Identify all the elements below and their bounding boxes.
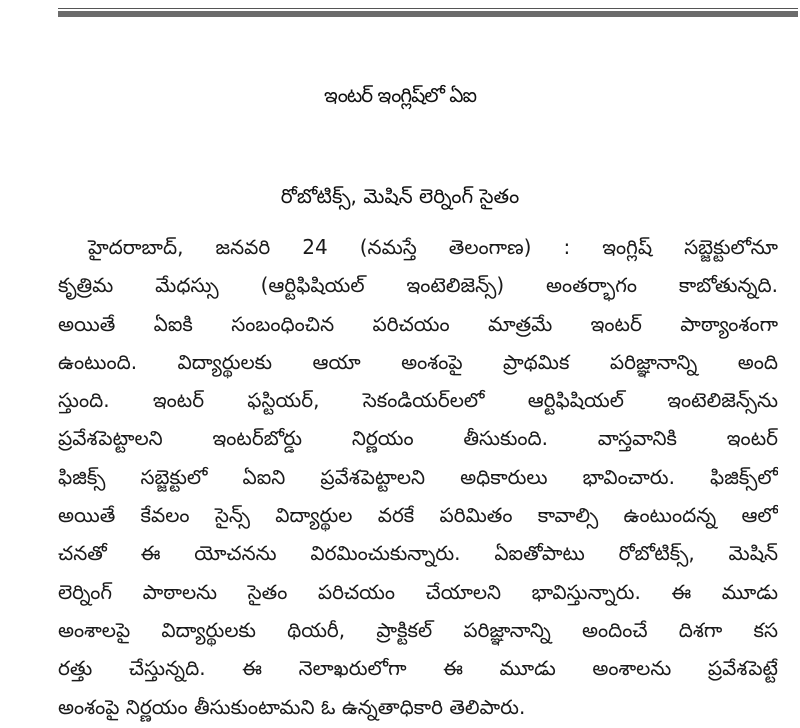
body-line: రత్తు చేస్తున్నది. ఈ నెలాఖరులోగా ఈ మూడు అంశాలను ప్రవేశపెట్టే	[58, 656, 778, 681]
body-line: అయితే కేవలం సైన్స్ విద్యార్థుల వరకే పరిమితం కావాల్సి ఉంటుందన్న ఆలో	[58, 503, 778, 528]
body-line: అంశంపై నిర్ణయం తీసుకుంటామని ఓ ఉన్నతాధికారి తెలిపారు.	[58, 694, 526, 719]
top-rule-thick	[58, 11, 798, 17]
article-subheadline: రోబోటిక్స్, మెషిన్ లెర్నింగ్ సైతం	[280, 184, 520, 208]
top-rule-thin	[58, 8, 798, 9]
body-line: ప్రవేశపెట్టాలని ఇంటర్‌బోర్డు నిర్ణయం తీసుకుంది. వాస్తవానికి ఇంటర్	[58, 426, 778, 451]
body-line: లెర్నింగ్ పాఠాలను సైతం పరిచయం చేయాలని భావిస్తున్నారు. ఈ మూడు	[58, 579, 778, 604]
body-line: స్తుంది. ఇంటర్ ఫస్టియర్, సెకండియర్‌లలో ఆర్టిఫిషియల్ ఇంటెలిజెన్స్‌ను	[58, 388, 778, 413]
body-line: ఫిజిక్స్ సబ్జెక్టులో ఏఐని ప్రవేశపెట్టాలని అధికారులు భావించారు. ఫిజిక్స్‌లో	[58, 464, 778, 489]
body-line: అంశాలపై విద్యార్థులకు థియరీ, ప్రాక్టికల్ పరిజ్ఞానాన్ని అందించే దిశగా కస	[58, 617, 778, 642]
body-line: చనతో ఈ యోచనను విరమించుకున్నారు. ఏఐతోపాటు రోబోటిక్స్, మెషిన్	[58, 541, 778, 566]
body-line: కృత్రిమ మేధస్సు (ఆర్టిఫిషియల్ ఇంటెలిజెన్స్) అంతర్భాగం కాబోతున్నది.	[58, 273, 778, 298]
body-line: అయితే ఏఐకి సంబంధించిన పరిచయం మాత్రమే ఇంటర్ పాఠ్యాంశంగా	[58, 311, 778, 336]
article-body	[58, 228, 778, 726]
article-headline: ఇంటర్ ఇంగ్లిష్‌లో ఏఐ	[323, 83, 477, 107]
body-line: ఉంటుంది. విద్యార్థులకు ఆయా అంశంపై ప్రాథమిక పరిజ్ఞానాన్ని అంది	[58, 349, 778, 374]
body-line: హైదరాబాద్, జనవరి 24 (నమస్తే తెలంగాణ) : ఇంగ్లిష్ సబ్జెక్టులోనూ	[88, 235, 778, 259]
